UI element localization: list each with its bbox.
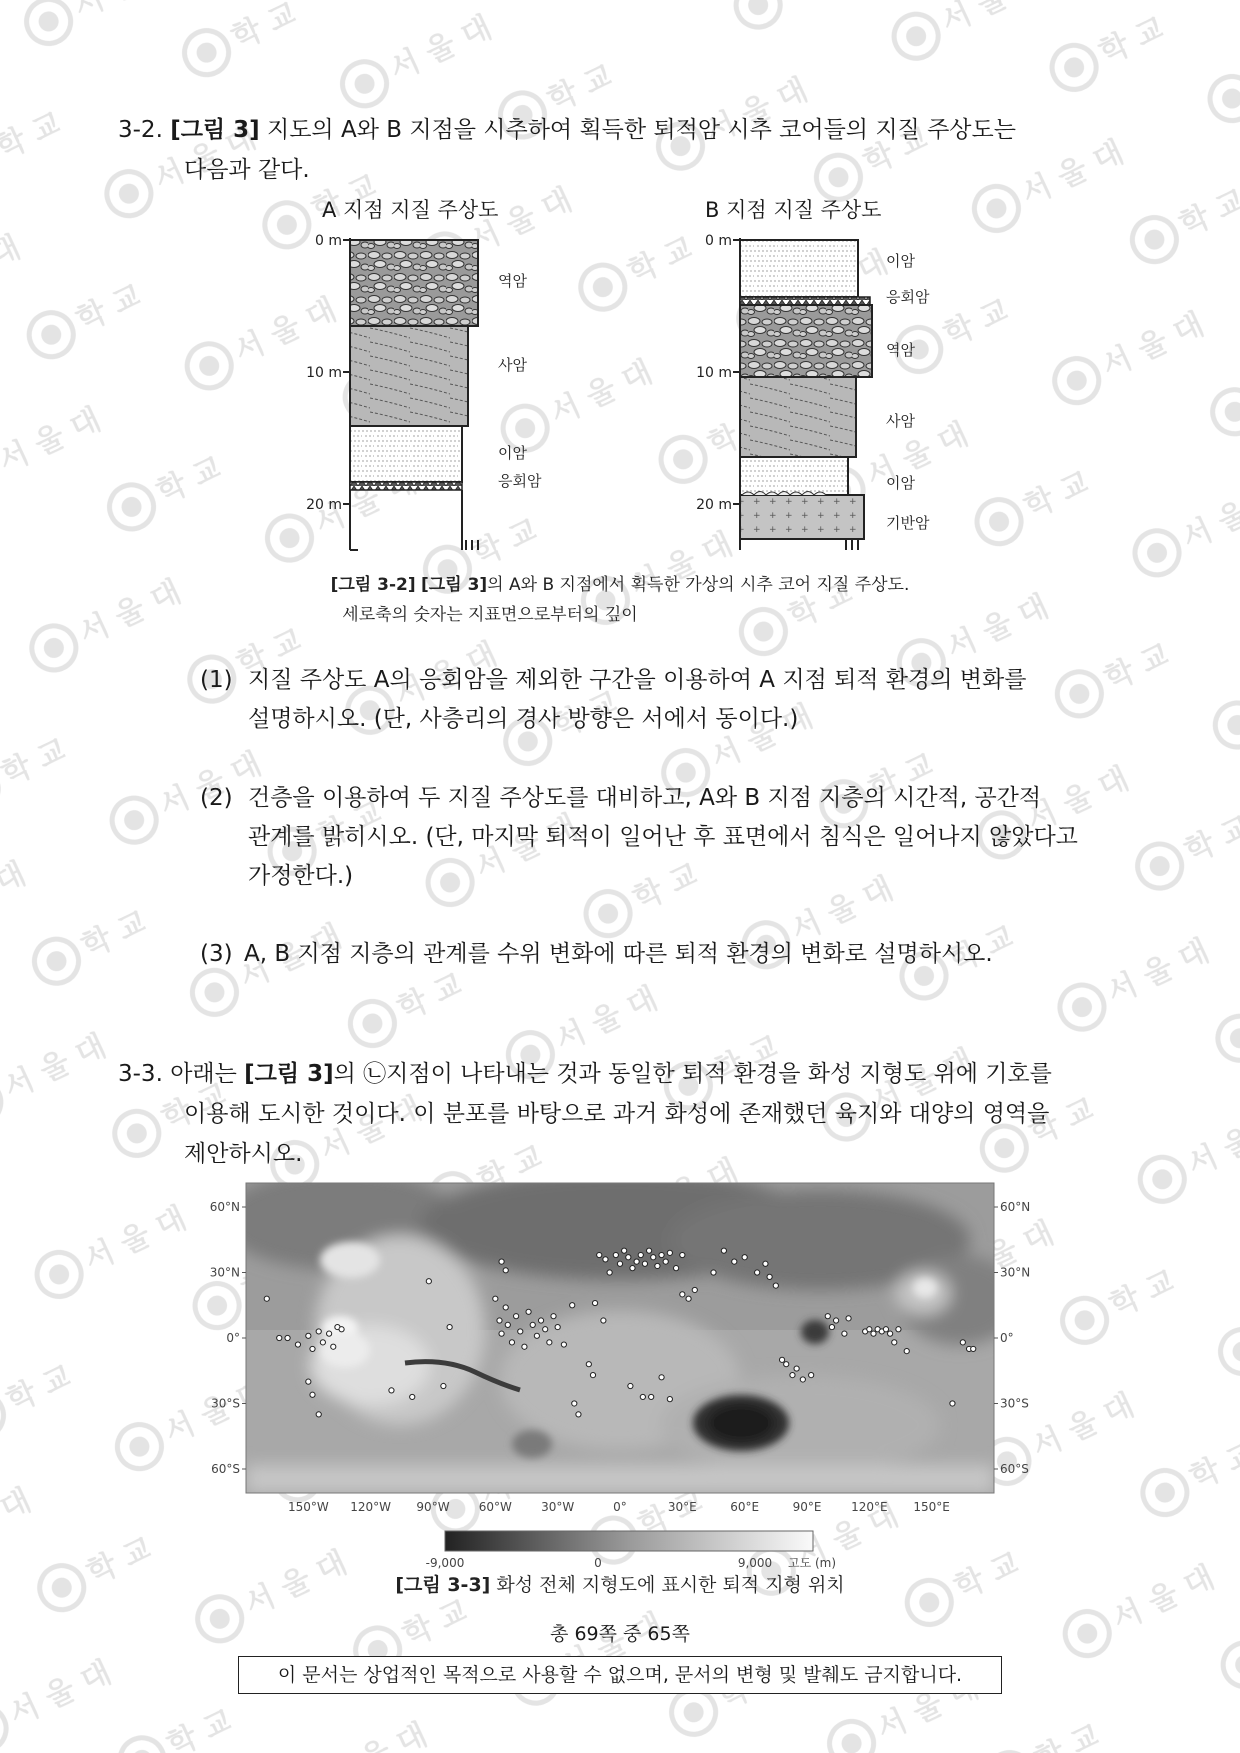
- deposit-site-marker: [597, 1252, 602, 1257]
- deposit-site-marker: [264, 1296, 269, 1301]
- deposit-site-marker: [692, 1287, 697, 1292]
- question-3-3-line3: 제안하시오.: [184, 1141, 303, 1167]
- layer-sandstone: [350, 326, 468, 426]
- deposit-site-marker: [426, 1279, 431, 1284]
- deposit-site-marker: [960, 1340, 965, 1345]
- longitude-label: 90°W: [416, 1500, 450, 1514]
- question-3-2-line2: 다음과 같다.: [184, 157, 310, 183]
- latitude-label: 0°: [1000, 1331, 1014, 1345]
- deposit-site-marker: [622, 1248, 627, 1253]
- deposit-site-marker: [570, 1303, 575, 1308]
- latitude-label: 30°S: [211, 1396, 240, 1411]
- question-text: 지도의 A와 B 지점을 시추하여 획득한 퇴적암 시추 코어들의 지질 주상도는: [259, 117, 1016, 143]
- depth-label: 0 m: [315, 233, 342, 249]
- deposit-site-marker: [904, 1348, 909, 1353]
- deposit-site-marker: [896, 1327, 901, 1332]
- deposit-site-marker: [547, 1340, 552, 1345]
- deposit-site-marker: [842, 1331, 847, 1336]
- colorbar-unit: 고도 (m): [788, 1556, 837, 1570]
- longitude-label: 60°W: [478, 1500, 512, 1514]
- deposit-site-marker: [499, 1259, 504, 1264]
- deposit-site-marker: [534, 1333, 539, 1338]
- deposit-site-marker: [711, 1270, 716, 1275]
- deposit-site-marker: [503, 1305, 508, 1310]
- deposit-site-marker: [626, 1255, 631, 1260]
- latitude-label: 60°N: [1000, 1200, 1031, 1215]
- deposit-site-marker: [499, 1331, 504, 1336]
- deposit-site-marker: [794, 1366, 799, 1371]
- deposit-site-marker: [339, 1327, 344, 1332]
- deposit-site-marker: [680, 1252, 685, 1257]
- longitude-label: 0°: [613, 1500, 627, 1514]
- layer-conglomerate: [740, 305, 872, 377]
- deposit-site-marker: [310, 1346, 315, 1351]
- deposit-site-marker: [833, 1318, 838, 1323]
- deposit-site-marker: [320, 1340, 325, 1345]
- layer-tuff: [740, 297, 870, 305]
- deposit-site-marker: [809, 1373, 814, 1378]
- deposit-site-marker: [755, 1270, 760, 1275]
- sub-question-1-line1: 지질 주상도 A의 응회암을 제외한 구간을 이용하여 A 지점 퇴적 환경의 변화를: [248, 667, 1027, 693]
- deposit-site-marker: [630, 1266, 635, 1271]
- depth-label: 10 m: [696, 365, 732, 381]
- deposit-site-marker: [642, 1261, 647, 1266]
- rock-label: 응회암: [498, 472, 542, 490]
- deposit-site-marker: [607, 1270, 612, 1275]
- layer-conglomerate: [350, 240, 478, 326]
- deposit-site-marker: [306, 1379, 311, 1384]
- deposit-site-marker: [561, 1342, 566, 1347]
- deposit-site-marker: [295, 1342, 300, 1347]
- deposit-site-marker: [888, 1331, 893, 1336]
- deposit-site-marker: [543, 1327, 548, 1332]
- longitude-label: 30°W: [541, 1500, 575, 1514]
- deposit-site-marker: [503, 1268, 508, 1273]
- deposit-site-marker: [721, 1248, 726, 1253]
- page-number: 총 69쪽 중 65쪽: [550, 1623, 690, 1645]
- deposit-site-marker: [306, 1333, 311, 1338]
- depth-label: 10 m: [306, 365, 342, 381]
- latitude-label: 30°N: [1000, 1265, 1031, 1280]
- caption-ref: [그림 3]: [421, 575, 488, 595]
- deposit-site-marker: [316, 1329, 321, 1334]
- deposit-site-marker: [640, 1394, 645, 1399]
- elevation-colorbar: [445, 1531, 813, 1551]
- deposit-site-marker: [790, 1373, 795, 1378]
- deposit-site-marker: [846, 1316, 851, 1321]
- sub-question-2-line3: 가정한다.): [248, 863, 354, 889]
- deposit-site-marker: [509, 1340, 514, 1345]
- question-3-3-line1: [118, 1056, 1123, 1093]
- question-text: 의 ㉡지점이 나타내는 것과 동일한 퇴적 환경을 화성 지형도 위에 기호를: [333, 1061, 1052, 1087]
- deposit-site-marker: [526, 1309, 531, 1314]
- latitude-label: 30°N: [209, 1265, 240, 1280]
- longitude-label: 120°E: [851, 1500, 888, 1514]
- column-a-title: A 지점 지질 주상도: [322, 198, 499, 222]
- longitude-label: 150°E: [913, 1500, 950, 1514]
- deposit-site-marker: [601, 1318, 606, 1323]
- deposit-site-marker: [590, 1373, 595, 1378]
- deposit-site-marker: [447, 1324, 452, 1329]
- deposit-site-marker: [493, 1296, 498, 1301]
- mars-topographic-map: [200, 1180, 1060, 1580]
- deposit-site-marker: [277, 1335, 282, 1340]
- rock-label: 이암: [886, 474, 915, 492]
- caption-ref: [그림 3-2]: [330, 575, 416, 595]
- copyright-notice: 이 문서는 상업적인 목적으로 사용할 수 없으며, 문서의 변형 및 발췌도 금지합니다.: [238, 1656, 1002, 1694]
- sub-question-number: (3): [200, 941, 233, 967]
- sub-question-number: (1): [200, 667, 233, 693]
- deposit-site-marker: [522, 1344, 527, 1349]
- deposit-site-marker: [613, 1252, 618, 1257]
- deposit-site-marker: [285, 1335, 290, 1340]
- column-b-diagram: [670, 228, 960, 558]
- deposit-site-marker: [742, 1255, 747, 1260]
- deposit-site-marker: [586, 1362, 591, 1367]
- deposit-site-marker: [674, 1266, 679, 1271]
- deposit-site-marker: [634, 1259, 639, 1264]
- layer-mudstone: [350, 426, 462, 482]
- deposit-site-marker: [871, 1331, 876, 1336]
- deposit-site-marker: [867, 1327, 872, 1332]
- layer-mudstone: [740, 457, 848, 495]
- figure-ref: [그림 3]: [170, 117, 260, 143]
- deposit-site-marker: [505, 1322, 510, 1327]
- deposit-site-marker: [892, 1340, 897, 1345]
- figure-ref: [그림 3]: [244, 1061, 334, 1087]
- latitude-label: 60°S: [1000, 1461, 1029, 1476]
- deposit-site-marker: [773, 1283, 778, 1288]
- deposit-site-marker: [686, 1296, 691, 1301]
- sub-question-2-line1: 건층을 이용하여 두 지질 주상도를 대비하고, A와 B 지점 지층의 시간적, 공간적: [248, 785, 1042, 811]
- deposit-site-marker: [784, 1362, 789, 1367]
- deposit-site-marker: [514, 1314, 519, 1319]
- figure-3-2-caption: [160, 570, 1080, 595]
- deposit-site-marker: [327, 1331, 332, 1336]
- longitude-label: 60°E: [730, 1500, 760, 1514]
- deposit-site-marker: [649, 1394, 654, 1399]
- rock-label: 역암: [886, 341, 915, 359]
- longitude-label: 120°W: [350, 1500, 392, 1514]
- figure-3-2-caption-line2: 세로축의 숫자는 지표면으로부터의 깊이: [342, 605, 638, 625]
- deposit-site-marker: [310, 1392, 315, 1397]
- deposit-site-marker: [592, 1300, 597, 1305]
- deposit-site-marker: [441, 1383, 446, 1388]
- deposit-site-marker: [551, 1314, 556, 1319]
- depth-label: 0 m: [705, 233, 732, 249]
- deposit-site-marker: [646, 1248, 651, 1253]
- deposit-site-marker: [651, 1255, 656, 1260]
- deposit-site-marker: [603, 1257, 608, 1262]
- column-b-title: B 지점 지질 주상도: [705, 198, 882, 222]
- deposit-site-marker: [667, 1250, 672, 1255]
- colorbar-min: -9,000: [425, 1556, 465, 1570]
- map-relief: [220, 1180, 1020, 1493]
- rock-label: 응회암: [886, 288, 930, 306]
- question-3-2-line1: [118, 112, 1123, 149]
- deposit-site-marker: [655, 1263, 660, 1268]
- deposit-site-marker: [538, 1318, 543, 1323]
- sub-question-2-line2: 관계를 밝히시오. (단, 마지막 퇴적이 일어난 후 표면에서 침식은 일어나지 않았다고: [248, 824, 1078, 850]
- deposit-site-marker: [389, 1388, 394, 1393]
- longitude-labels: [288, 1500, 950, 1514]
- sub-question-3-line1: A, B 지점 지층의 관계를 수위 변화에 따른 퇴적 환경의 변화로 설명하시오.: [244, 941, 993, 967]
- deposit-site-marker: [667, 1397, 672, 1402]
- deposit-site-marker: [530, 1322, 535, 1327]
- question-3-3-line2: 이용해 도시한 것이다. 이 분포를 바탕으로 과거 화성에 존재했던 육지와 대양의 영역을: [184, 1101, 1050, 1127]
- deposit-site-marker: [883, 1327, 888, 1332]
- rock-label: 이암: [886, 252, 915, 270]
- deposit-site-marker: [800, 1377, 805, 1382]
- latitude-label: 60°S: [211, 1461, 240, 1476]
- deposit-site-marker: [825, 1314, 830, 1319]
- longitude-label: 90°E: [792, 1500, 822, 1514]
- caption-ref: [그림 3-3]: [395, 1574, 491, 1596]
- rock-label: 사암: [498, 356, 527, 374]
- sub-question-1-line2: 설명하시오. (단, 사층리의 경사 방향은 서에서 동이다.): [248, 706, 799, 732]
- column-a-diagram: [290, 228, 580, 558]
- deposit-site-marker: [971, 1346, 976, 1351]
- layer-basement: [740, 495, 864, 539]
- deposit-site-marker: [732, 1259, 737, 1264]
- longitude-label: 30°E: [667, 1500, 697, 1514]
- deposit-site-marker: [331, 1344, 336, 1349]
- deposit-site-marker: [659, 1375, 664, 1380]
- rock-label: 사암: [886, 412, 915, 430]
- colorbar-max: 9,000: [737, 1556, 773, 1570]
- deposit-site-marker: [763, 1261, 768, 1266]
- deposit-site-marker: [779, 1357, 784, 1362]
- question-text: 아래는: [170, 1061, 245, 1087]
- figure-3-3-caption: [260, 1570, 980, 1597]
- deposit-site-marker: [767, 1274, 772, 1279]
- rock-label: 기반암: [886, 514, 930, 532]
- caption-text: 화성 전체 지형도에 표시한 퇴적 지형 위치: [490, 1574, 845, 1596]
- layer-sandstone: [740, 377, 856, 457]
- deposit-site-marker: [410, 1394, 415, 1399]
- sub-question-number: (2): [200, 785, 233, 811]
- caption-text: 의 A와 B 지점에서 획득한 가상의 시추 코어 지질 주상도.: [487, 575, 910, 595]
- latitude-label: 60°N: [209, 1200, 240, 1215]
- deposit-site-marker: [497, 1318, 502, 1323]
- colorbar-mid: 0: [594, 1556, 602, 1570]
- latitude-label: 30°S: [1000, 1396, 1029, 1411]
- question-number: 3-2.: [118, 117, 163, 143]
- rock-label: 역암: [498, 272, 527, 290]
- question-number: 3-3.: [118, 1061, 163, 1087]
- longitude-label: 150°W: [287, 1500, 329, 1514]
- deposit-site-marker: [617, 1261, 622, 1266]
- deposit-site-marker: [572, 1401, 577, 1406]
- deposit-site-marker: [659, 1252, 664, 1257]
- depth-label: 20 m: [696, 497, 732, 513]
- deposit-site-marker: [680, 1292, 685, 1297]
- latitude-label: 0°: [226, 1331, 240, 1345]
- deposit-site-marker: [950, 1401, 955, 1406]
- deposit-site-marker: [829, 1324, 834, 1329]
- deposit-site-marker: [316, 1412, 321, 1417]
- deposit-site-marker: [555, 1324, 560, 1329]
- layer-tuff: [350, 482, 462, 490]
- deposit-site-marker: [628, 1383, 633, 1388]
- layer-mudstone: [740, 240, 858, 297]
- deposit-site-marker: [518, 1329, 523, 1334]
- rock-label: 이암: [498, 444, 527, 462]
- deposit-site-marker: [663, 1259, 668, 1264]
- depth-label: 20 m: [306, 497, 342, 513]
- deposit-site-marker: [638, 1252, 643, 1257]
- deposit-site-marker: [576, 1412, 581, 1417]
